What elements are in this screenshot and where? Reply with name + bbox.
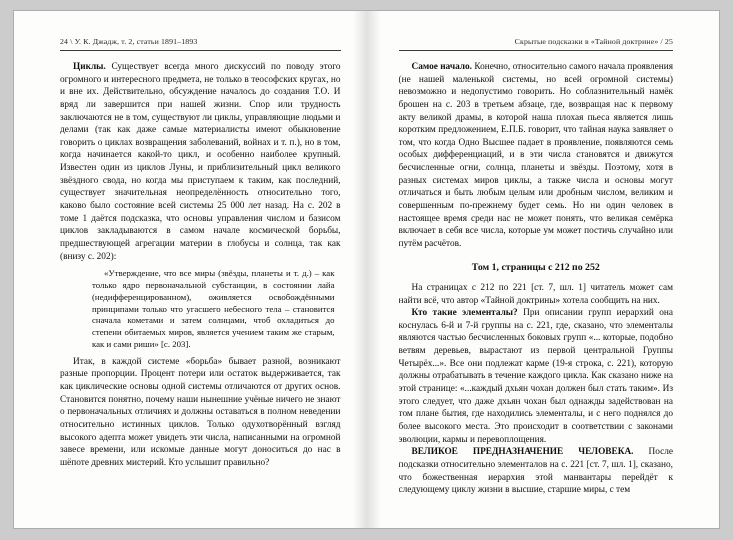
- section-heading: Том 1, страницы с 212 по 252: [471, 261, 600, 273]
- left-page-body: [60, 61, 341, 506]
- paragraph: Кто такие элементалы? При описании групп иерархий она коснулась 6-й и 7-й группы на с. 221, где, сказано, что элементалы являются частью бесчисленных боковых групп «... которые, подобно ветвям деревьев, вырастают из первой центральной Группы Четырёх...». Все они подлежат карме (19-я строка, с. 221), которую должны отрабатывать в течение каждого цикла. Как сказано ниже на этой странице: «...каждый дхьян чохан должен был стать таким». Из этого следует, что даже дхьян чохан был однажды задействован на том плане бытия, где находились элементалы, и с него поднялся до более высокого места. Это происходит в соответствии с законами эволюции, кармы и перевоплощения.: [398, 308, 673, 445]
- left-page-header: 24 \ У. К. Джадж, т. 2, статьи 1891–1893: [60, 37, 341, 51]
- left-page: [14, 11, 367, 528]
- paragraph-lead: Циклы.: [73, 62, 112, 72]
- paragraph: На страницах с 212 по 221 [ст. 7, шл. 1] читатель может сам найти всё, что автор «Тайной доктрины» хотела сообщить на них.: [398, 282, 673, 306]
- paragraph-lead: Кто такие элементалы?: [411, 308, 524, 319]
- paragraph: Циклы. Существует всегда много дискуссий по поводу этого огромного и интересного предмета, не только в теософских кругах, но и вне их. Действительно, обсуждение началось до создания Т.О. И вряд ли завершится при нашей жизни. Спор или трудность заключаются не в том, существуют ли циклы, управляющие людьми и делами (так как даже самые материалисты имеют обыкновение говорить о циклах возвращения заболеваний, войнах и т. п.), но в том, когда начинается какой-то цикл, и особенно наиболее крупный. Известен один из циклов Луны, и приблизительный цикл великого звёздного свода, но когда мы приступаем к таким, как последний, существует значительная неопределённость относительно того, каково было состояние всей системы 25 000 лет назад. На с. 202 в томе 1 даётся подсказка, что основы управления числом и базисом циклов закладываются в самом начале космической борьбы, предшествующей агрегации материи в глобусы и солнца, так как (внизу с. 202):: [60, 62, 341, 262]
- right-page-body: [399, 61, 674, 506]
- paragraph: Итак, в каждой системе «борьба» бывает разной, возникают разные пропорции. Процент потери или остаток выдерживается, так как циклические основы одной системы отличаются от других основ. Становится понятно, почему наши нынешние учёные ничего не знают о первоначальных отличиях и должны оставаться в полном неведении относительно истинных циклов. Только одухотворённый взгляд высокого адепта может увидеть эти числа, написанными на огромной завесе времени, или искомые данные могут доноситься до нас в шёпоте древних мистерий. Кто услышит правильно?: [60, 356, 341, 468]
- paragraph-lead: ВЕЛИКОЕ ПРЕДНАЗНАЧЕНИЕ ЧЕЛОВЕКА.: [411, 447, 649, 458]
- right-page-header: Скрытые подсказки в «Тайной доктрине» / 25: [399, 37, 674, 51]
- book-spread: [13, 10, 720, 529]
- right-page: [367, 11, 720, 528]
- paragraph: ВЕЛИКОЕ ПРЕДНАЗНАЧЕНИЕ ЧЕЛОВЕКА. После подсказки относительно элементалов на с. 221 [ст. 7, шл. 1], сказано, что божественная иерархия этой манвантары перейдёт к следующему циклу жизни в высшие, старшие миры, с тем: [398, 447, 673, 496]
- paragraph-lead: Самое начало.: [411, 62, 475, 72]
- paragraph: Самое начало. Конечно, относительно самого начала проявления (не нашей маленькой системы, но всей огромной системы) невозможно и недопустимо говорить. Но соблазнительный намёк брошен на с. 203 в третьем абзаце, где, возвращая нас к первому акту великой драмы, в которой наша плохая пьеса является лишь коротким предложением, Е.П.Б. говорит, что тайная наука заявляет о том, что когда Одно Высшее падает в проявление, появляются семь особых дифференциаций, и в эти числа становятся и движутся бесчисленные огни, солнца, планеты и звёзды. Поэтому, хотя в разных системах миров циклы, а также числа и основы могут отличаться и быть любым целым или дробным числом, великим и совершенным по-прежнему будет семь. Но ни один человек в настоящее время среди нас не может понять, что великая семёрка включает в себя все числа, которые ум может постичь случайно или путём расчётов.: [398, 62, 673, 249]
- block-quote: «Утверждение, что все миры (звёзды, планеты и т. д.) – как только ядро первоначальной субстанции, в состоянии лайа (недифференцированном), оживляется освобождёнными принципами только что угасшего небесного тела – становится сначала кометами и затем солнцами, чтоб охладиться до степени обитаемых миров, является учением таким же старым, как и сами риши» [с. 203].: [92, 268, 335, 349]
